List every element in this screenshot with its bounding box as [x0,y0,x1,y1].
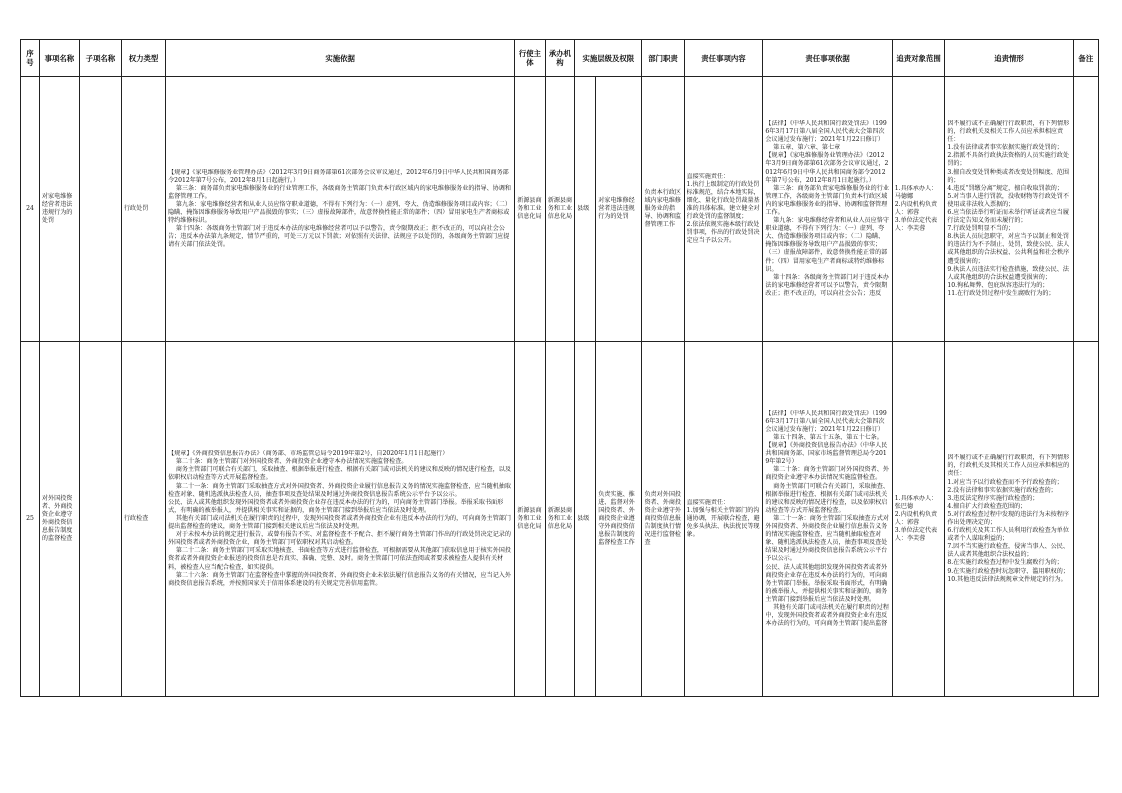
row-remark [1073,77,1098,342]
row-subject: 新源县商务和工业信息化局 [515,77,545,342]
row-level: 县级 [575,77,596,342]
row-basis-text: 【规章】《外商投资信息报告办法》（商务部、市场监管总局令2019年第2号，自2020年1月1日起施行） 第二十条：商务主管部门对外国投资者、外商投资企业遵守本办法情况实施监督检查。 商务主管部门可联合有关部门，采取抽查、根据举报进行检查、根据有关部门或司法机关的建议和反映的情况进行检查，以及依职权启动检查等方式开展监督检查。 第二十一条：商务主管部门采取抽查方式对外国投资者、外商投资企业履行信息报告义务的情况实施监督检查，应当随机抽取检查对象、随机选派执法检查人员，抽查事项及查处结果及时通过外商投资信息报告系统公示平台予以公示。 公民、法人或其他组织发现外国投资者或者外商投资企业存在违反本办法的行为的，可向商务主管部门举报。举报采取书面形式，有明确的被举报人，并提供相关事实和证据的，商务主管部门接到举报后应当依法及时处理。 其他有关部门或司法机关在履行职责的过程中，发现外国投资者或者外商投资企业有违反本办法的行为的，可向商务主管部门提出监督检查的建议，商务主管部门接到相关建议后应当依法及时处理。 对于未按本办法的规定进行报告，或曾有报告不实、对监督检查不予配合、拒不履行商务主管部门作出的行政处罚决定记录的外国投资者或者外商投资企业，商务主管部门可依职权对其启动检查。 第二十二条：商务主管部门可采取实地核查、书面检查等方式进行监督检查，可根据需要从其他部门获取信息用于核实外国投资者或者外商投资企业报送的投资信息是否真实、准确、完整、及时。商务主管部门可依法查阅或者要求被检查人提供有关材料，被检查人应当配合检查，如实提供。 第二十六条：商务主管部门在监督检查中掌握的外国投资者、外商投资企业未依法履行信息报告义务的有关情况，应当记入外商投资信息报告系统，并按照国家关于信用体系建设的有关规定完善信用监管。 [168,450,511,587]
row-level-detail: 负责实施、推进、监督对外国投资者、外商投资企业遵守外商投资信息报告制度的监督检查工作 [596,342,642,697]
row-resp-content-text: 直接实施责任： 1.执行上级制定的行政处罚标准规范，结合本地实际，细化、量化行政处罚裁量基准的具体标准。建立健全对行政处罚的监督制度； 2.依法依规实施本级行政处罚事项，作出的行政处罚决定应当予以公开。 [686,172,760,245]
header-subject: 行使主体 [515,40,545,77]
row-accountable [892,342,945,697]
table-header-row [21,40,1099,77]
row-situation-text: 因不履行或不正确履行行政职责，有下列情形的，行政机关及其相关工作人员应承担相应的责任： 1.对应当予以行政检查而不予行政检查的； 2.没有法律和事实依据实施行政检查的； 3.违反法定程序实施行政检查的； 4.擅自扩大行政检查范围的； 5.对行政检查过程中发现的违法行为未按程序作出处理决定的； 6.行政机关及其工作人员利用行政检查为单位或者个人谋取利益的； 7.因不当实施行政检查，侵害当事人、公民、法人或者其他组织合法权益的； 8.在实施行政检查过程中发生腐败行为的； 9.在实施行政检查时玩忽职守、滥用职权的； 10.其他违反法律法规规章文件规定的行为。 [947,454,1070,583]
row-dept-duty: 负责本行政区域内家电维修服务业的指导、协调和监督管理工作 [642,77,684,342]
row-basis [166,77,515,342]
row-sub-item-name [79,77,121,342]
table-row [21,342,1099,697]
table-row [21,77,1099,342]
row-subject: 新源县商务和工业信息化局 [515,342,545,697]
header-org: 承办机构 [545,40,574,77]
header-dept-duty: 部门职责 [642,40,684,77]
row-level: 县级 [575,342,596,697]
row-accountable-text: 1.具体承办人：张巴德 2.内设机构负责人：郭蓉 3.单位法定代表人：李芙蓉 [894,494,938,543]
header-seq: 序号 [21,40,40,77]
header-basis: 实施依据 [166,40,515,77]
row-item-name: 对外国投资者、外商投资企业遵守外商投资信息报告制度的监督检查 [39,342,79,697]
row-situation [945,342,1073,697]
row-resp-content [684,77,763,342]
responsibility-table [20,39,1099,697]
header-remark: 备注 [1073,40,1098,77]
row-power-type: 行政处罚 [121,77,165,342]
row-basis [166,342,515,697]
row-situation-text: 因不履行或不正确履行行政职责，有下列情形的，行政机关及相关工作人员应承担相应责任： 1.没有法律或者事实依据实施行政处罚的； 2.指派不具备行政执法资格的人员实施行政处罚的； 3.擅自改变处罚种类或者改变处罚幅度、范围的； 4.违反“罚缴分离”规定，擅自收取罚款的； 5.对当事人进行罚款，没收财物等行政处罚不使用或非法收入票据的； 6.应当依法举行听证而未举行听证或者应当履行法定告知义务而未履行的； 7.行政处罚明显不当的； 8.执法人员玩忽职守，对应当予以制止和处罚的违法行为不予制止、处罚，致使公民、法人或其他组织的合法权益、公共利益和社会秩序遭受损害的； 9.执法人员违法实行检查措施，致使公民、法人或其他组织的合法权益遭受损害的； 10.徇私舞弊、包庇纵容违法行为的； 11.在行政处罚过程中发生腐败行为的； [947,119,1070,297]
header-accountable: 追责对象范围 [892,40,945,77]
row-resp-content-text: 直接实施责任： 1.加强与相关主管部门的沟通协调，开展联合检查，避免多头执法、执法扰民等现象。 [686,498,760,539]
row-basis-text: 【规章】《家电维修服务业管理办法》（2012年3月9日商务部第61次部务会议审议通过，2012年6月9日中华人民共和国商务部令2012年第7号公布，2012年8月1日起施行。） 第三条：商务部负责家电维修服务业的行业管理工作，各级商务主管部门负责本行政区域内的家电维修服务业的指导、协调和监督管理工作。 第九条：家电维修经营者和从业人员应恪守职业道德，不得有下列行为：（一）虚列、夸大、伪造维修服务项目或内容；（二）隐瞒、掩饰因维修服务导致用户产品损毁的事实；（三）虚报故障部件，故意替换性能正常的部件；（四）冒用家电生产者商标或特约维修标识。 第十四条：各级商务主管部门对于违反本办法的家电维修经营者可以予以警告，责令限期改正；拒不改正的，可以向社会公告；违反本办法第九条规定，情节严重的，可处三万元以下罚款；对依照有关法律、法规应予以处罚的，各级商务主管部门应提请有关部门依法处罚。 [168,168,511,249]
header-sub-item-name: 子项名称 [79,40,121,77]
row-accountable-text: 1.具体承办人：马德娜 2.内设机构负责人：郭蓉 3.单位法定代表人：李芙蓉 [894,184,938,233]
row-accountable [892,77,945,342]
row-seq: 24 [21,77,40,342]
row-resp-basis-text: 【法律】《中华人民共和国行政处罚法》（1996年3月17日第八届全国人民代表大会第四次会议通过发布施行；2021年1月22日修订） 第五十四条、第五十五条、第五十七条。 【规章】《外商投资信息报告办法》（中华人民共和国商务部、国家市场监督管理总局令2019年第2号） 第二十条：商务主管部门对外国投资者、外商投资企业遵守本办法情况实施监督检查。 商务主管部门可联合有关部门，采取抽查、根据举报进行检查、根据有关部门或司法机关的建议和反映的情况进行检查，以及依职权启动检查等方式开展监督检查。 第二十一条：商务主管部门采取抽查方式对外国投资者、外商投资企业履行信息报告义务的情况实施监督检查，应当随机抽取检查对象、随机选派执法检查人员，抽查事项及查处结果及时通过外商投资信息报告系统公示平台予以公示。 公民、法人或其他组织发现外国投资者或者外商投资企业存在违反本办法的行为的，可向商务主管部门举报。举报采取书面形式，有明确的被举报人，并提供相关事实和证据的，商务主管部门接到举报后应当依法及时处理。 其他有关部门或司法机关在履行职责的过程中，发现外国投资者或者外商投资企业有违反本办法的行为的，可向商务主管部门提出监督 [765,409,889,628]
header-resp-basis: 责任事项依据 [763,40,892,77]
row-resp-content [684,342,763,697]
row-resp-basis [763,342,892,697]
row-situation [945,77,1073,342]
header-level: 实施层级及权限 [575,40,642,77]
header-item-name: 事项名称 [39,40,79,77]
header-resp-content: 责任事项内容 [684,40,763,77]
row-org: 新源县商务和工业信息化局 [545,77,574,342]
row-resp-basis-text: 【法律】《中华人民共和国行政处罚法》（1996年3月17日第八届全国人民代表大会第四次会议通过发布施行；2021年1月22日修订） 第五章、第六章、第七章 【规章】《家电维修服务业管理办法》（2012年3月9日商务部第61次部务会议审议通过，2012年6月9日中华人民共和国商务部令2012年第7号公布，2012年8月1日起施行。） 第三条：商务部负责家电维修服务业的行业管理工作，各级商务主管部门负责本行政区域内的家电维修服务业的指导、协调和监督管理工作。 第九条：家电维修经营者和从业人员应恪守职业道德，不得有下列行为：（一）虚列、夸大、伪造维修服务项目或内容；（二）隐瞒、掩饰因维修服务导致用户产品损毁的事实；（三）虚报故障部件，故意替换性能正常的部件；（四）冒用家电生产者商标或特约维修标识。 第十四条：各级商务主管部门对于违反本办法的家电维修经营者可以予以警告，责令限期改正；拒不改正的，可以向社会公告；违反 [765,119,889,297]
row-org: 新源县商务和工业信息化局 [545,342,574,697]
header-power-type: 权力类型 [121,40,165,77]
row-item-name: 对家电维修经营者违法违规行为的处罚 [39,77,79,342]
header-situation: 追责情形 [945,40,1073,77]
row-power-type: 行政检查 [121,342,165,697]
row-seq: 25 [21,342,40,697]
row-resp-basis [763,77,892,342]
row-dept-duty: 负责对外国投资者、外商投资企业遵守外商投资信息报告制度执行情况进行监督检查 [642,342,684,697]
row-level-detail: 对家电维修经营者违法违规行为的处罚 [596,77,642,342]
row-sub-item-name [79,342,121,697]
row-remark [1073,342,1098,697]
